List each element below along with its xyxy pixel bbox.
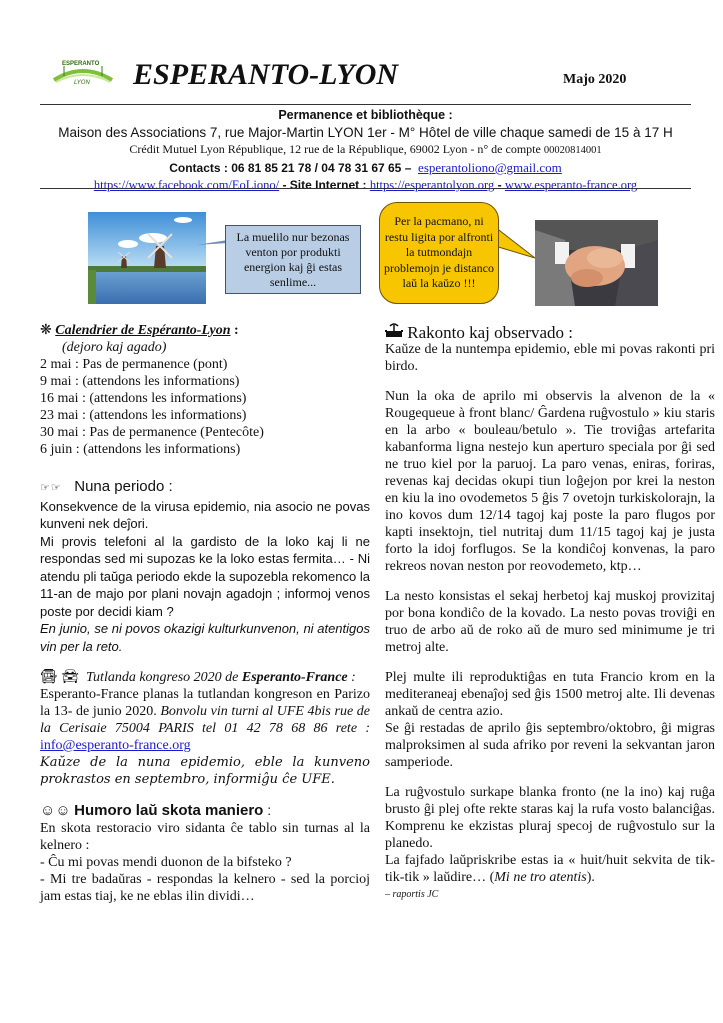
calendar-subtitle: (dejoro kaj agado) [62,340,167,355]
nuna-title: Nuna periodo : [74,478,173,495]
header-divider-bottom [40,188,691,189]
signature: – raportis JC [385,889,439,900]
right-column [385,322,715,903]
nuna-paragraph: Konsekvence de la virusa epidemio, nia asocio ne povas kunveni nek deĵori. [40,498,370,531]
left-column [40,322,370,905]
site-link[interactable]: https://esperantolyon.org [369,178,495,192]
kongreso-title: Tutlanda kongreso 2020 de [86,670,239,685]
info-bank [40,141,691,159]
handshake-image [535,220,658,306]
humoro-section [40,802,370,905]
rakonto-last-end: ). [586,870,595,885]
info-contacts [40,159,691,177]
rakonto-heading [385,322,715,341]
info-block [40,107,691,194]
nuna-heading [40,478,370,498]
pointing-hands-icon: ☞☞ [40,482,62,494]
nuna-paragraph-italic: En junio, se ni povos okazigi kulturkunvenon, ni atentigos vin per la reto. [40,621,370,654]
rakonto-title: Rakonto kaj observado : [407,323,573,342]
rakonto-paragraph: Se ĝi restadas de aprilo ĝis septembro/oktobro, ĝi migras malproksimen al suda afriko por reveni la sekvantan jaron samperiode. [385,721,715,770]
calendar-title: Calendrier de Espéranto-Lyon [55,323,231,338]
kongreso-email-link[interactable]: info@esperanto-france.org [40,738,191,753]
island-palm-icon [385,322,403,341]
kongreso-text-italic: Bonvolu vin turni al UFE 4bis rue de la Cerisaie 75004 PARIS tel 01 42 78 68 86 rete : [40,704,370,736]
humoro-line: - Ĉu mi povas mendi duonon de la bifsteko ? [40,855,292,870]
calendar-item: 23 mai : (attendons les informations) [40,408,247,423]
facebook-link[interactable]: https://www.facebook.com/EoLiono/ [93,178,280,192]
handshake-caption: Per la pacmano, ni restu ligita por alfronti la tutmondajn problemojn je distanco laŭ la kaŭzo !!! [384,214,494,291]
humoro-line: - Mi tre badaŭras - respondas la kelnero - sed la porcioj jam estas tiaj, ke ne eblas ilin dividi… [40,872,370,904]
humoro-colon: : [263,802,272,818]
bus-car-icon: 🚍︎ 🚘︎ [40,670,80,685]
nuna-paragraph: Mi provis telefoni al la gardisto de la loko kaj li ne respondas sed mi supozas ke la loko estas fermita… - Ni atendu pli taŭga periodo ekde la supozebla rekomenco la 11-an de majo por plani novajn agadojn ; informoj venos poste por decidi kiam ? [40,533,370,619]
windmill-caption: La muelilo nur bezonas venton por produkti energion kaj ĝi estas senlime... [236,229,350,289]
rakonto-last-italic: Mi ne tro atentis [494,870,587,885]
windmill-image [88,212,206,304]
issue-date: Majo 2020 [563,72,627,87]
logo-top-text: ESPERANTO [62,61,100,67]
kongreso-section [40,669,370,788]
header-divider-top [40,104,691,105]
calendar-item: 16 mai : (attendons les informations) [40,391,247,406]
logo-bottom-text: LYON [74,80,90,86]
kongreso-text: Esperanto-France planas la tutlandan kongreson en Parizo la 13- de junio 2020. [40,687,370,719]
calendar-section [40,322,370,458]
kongreso-note: Kaŭze de la nuna epidemio, eble la kunveno prokrastos en septembro, informiĝu ĉe UFE. [40,755,370,787]
rakonto-paragraph: Kaŭze de la nuntempa epidemio, eble mi povas rakonti pri birdo. [385,342,715,374]
kongreso-paragraph [40,686,370,754]
rakonto-paragraph-last [385,852,715,886]
info-heading: Permanence et bibliothèque : [278,108,453,122]
contacts-label: Contacts : 06 81 85 21 78 / 04 78 31 67 65 – [169,161,412,175]
speech-bubble-tail [495,222,535,262]
calendar-heading [40,322,370,339]
links-separator: - [494,178,505,192]
site-label: - Site Internet : [279,178,370,192]
esperanto-france-link[interactable]: www.esperanto-france.org [504,178,638,192]
windmill-callout [225,225,361,294]
rakonto-last-text: La fajfado laŭpriskribe estas ia « huit/huit sekvita de tik-tik-tik » laŭdire… ( [385,853,715,885]
calendar-item: 6 juin : (attendons les informations) [40,442,241,457]
calendar-item: 2 mai : Pas de permanence (pont) [40,357,228,372]
kongreso-title-end: : [347,670,356,685]
rakonto-paragraph: Nun la oka de aprilo mi observis la alvenon de la « Rougequeue à front blanc/ Ĝardena ruĝvostulo » kiu staris en la arbo « bouleau/betulo ». Tie troviĝas artefarita kabanforma ligna nestejo kun aperturo speciala por ĝi sed ne truo kiel por la paruoj. La paro venas, eniras, foriras, revenas kaj decidas okupi tiun loĝejon por krei la neston en kiu la ino ovodemetos 5 ĝis 7 ovetojn turkiskolorajn, la ino kovos dum 12/14 tagoj kaj poste la paro flugos por kapti insektojn, tiel nutritaj dum 11/15 tagoj kaj je justa forto la idoj forflugos. Se la kondiĉoj konvenas, la paro rekreos novan neston por reovodemeto, ktp… [385,389,715,574]
kongreso-title-bold: Esperanto-France [241,670,348,685]
smiley-faces-icon: ☺☺ [40,803,71,819]
info-links [40,177,691,194]
handshake-speech-bubble [379,202,499,304]
email-link[interactable]: esperantoliono@gmail.com [418,160,562,175]
humoro-title: Humoro laŭ skota maniero [74,802,264,819]
account-number: 00020814001 [543,145,602,156]
rakonto-paragraph: Plej multe ili reproduktiĝas en tuta Francio krom en la mediteraneaj ebenaĵoj sed ĝis 1500 metroj alte. Ili devenas ankaŭ de centra azio. [385,670,715,719]
info-address: Maison des Associations 7, rue Major-Martin LYON 1er - M° Hôtel de ville chaque samedi de 15 à 17 H [58,125,673,140]
esperanto-lyon-logo [52,60,114,90]
bank-text: Crédit Mutuel Lyon République, 12 rue de la République, 69002 Lyon - n° de compte [129,142,541,156]
humoro-line: En skota restoracio viro sidanta ĉe tablo sin turnas al la kelnero : [40,821,370,853]
rakonto-paragraph: La nesto konsistas el sekaj herbetoj kaj muskoj provizitaj por bona kondiĉo de la kovado. La nesto povas troviĝi en truo de arbo aŭ de roko aŭ de muro sed minimume je tri metroj alte. [385,589,715,655]
humoro-heading [40,802,370,820]
rakonto-paragraph: La ruĝvostulo surkape blanka fronto (ne la ino) kaj ruĝa brusto ĝi plej ofte rekte staras kaj la rufa vosto balanciĝas. Komprenu ke ekzistas pluraj specoj de ruĝvostulo sur la planedo. [385,785,715,851]
newsletter-title: ESPERANTO-LYON [133,58,399,91]
asterisk-flower-icon: ❋ [40,323,52,338]
nuna-section [40,478,370,655]
callout-pointer [196,240,228,246]
kongreso-heading [40,669,370,686]
calendar-colon: : [230,323,239,338]
calendar-item: 30 mai : Pas de permanence (Pentecôte) [40,425,264,440]
calendar-item: 9 mai : (attendons les informations) [40,374,240,389]
